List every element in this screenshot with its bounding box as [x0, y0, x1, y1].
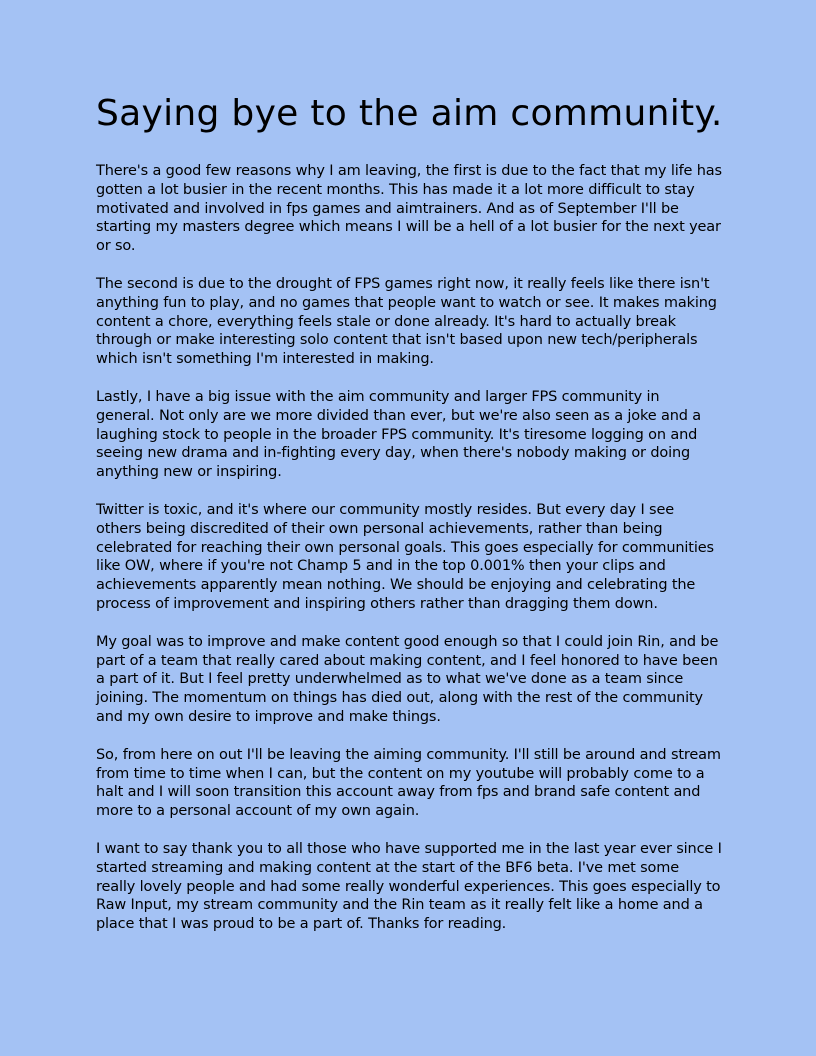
paragraph-fps-drought: The second is due to the drought of FPS games right now, it really feels like there isn't anything fun to play, and no games that people want to watch or see. It makes making content a chore, everything feels stale or done already. It's hard to actually break through or make interesting solo content that isn't based upon new tech/peripherals which isn't something I'm interested in making. — [96, 275, 717, 368]
document-body — [96, 162, 722, 953]
paragraph-reasons-intro: There's a good few reasons why I am leaving, the first is due to the fact that my life has gotten a lot busier in the recent months. This has made it a lot more difficult to stay motivated and involved in fps games and aimtrainers. And as of September I'll be starting my masters degree which means I will be a hell of a lot busier for the next year or so. — [96, 163, 722, 255]
paragraph-thank-you: I want to say thank you to all those who have supported me in the last year ever since I started streaming and making content at the start of the BF6 beta. I've met some really lovely people and had some really wonderful experiences. This goes especially to Raw Input, my stream community and the Rin team as it really felt like a home and a place that I was proud to be a part of. Thanks for reading. — [96, 840, 722, 933]
paragraph-community-issues: Lastly, I have a big issue with the aim community and larger FPS community in general. Not only are we more divided than ever, but we're also seen as a joke and a laughing stock to people in the broader FPS community. It's tiresome logging on and seeing new drama and in-fighting every day, when there's nobody making or doing anything new or inspiring. — [96, 388, 701, 481]
paragraph-leaving-plans: So, from here on out I'll be leaving the aiming community. I'll still be around and stream from time to time when I can, but the content on my youtube will probably come to a halt and I will soon transition this account away from fps and brand safe content and more to a personal account of my own again. — [96, 746, 721, 820]
page-title: Saying bye to the aim community. — [96, 93, 723, 134]
paragraph-rin-team: My goal was to improve and make content good enough so that I could join Rin, and be part of a team that really cared about making content, and I feel honored to have been a part of it. But I feel pretty underwhelmed as to what we've done as a team since joining. The momentum on things has died out, along with the rest of the community and my own desire to improve and make things. — [96, 633, 719, 725]
paragraph-twitter-toxicity: Twitter is toxic, and it's where our community mostly resides. But every day I see others being discredited of their own personal achievements, rather than being celebrated for reaching their own personal goals. This goes especially for communities like OW, where if you're not Champ 5 and in the top 0.001% then your clips and achievements apparently mean nothing. We should be enjoying and celebrating the process of improvement and inspiring others rather than dragging them down. — [96, 501, 714, 612]
